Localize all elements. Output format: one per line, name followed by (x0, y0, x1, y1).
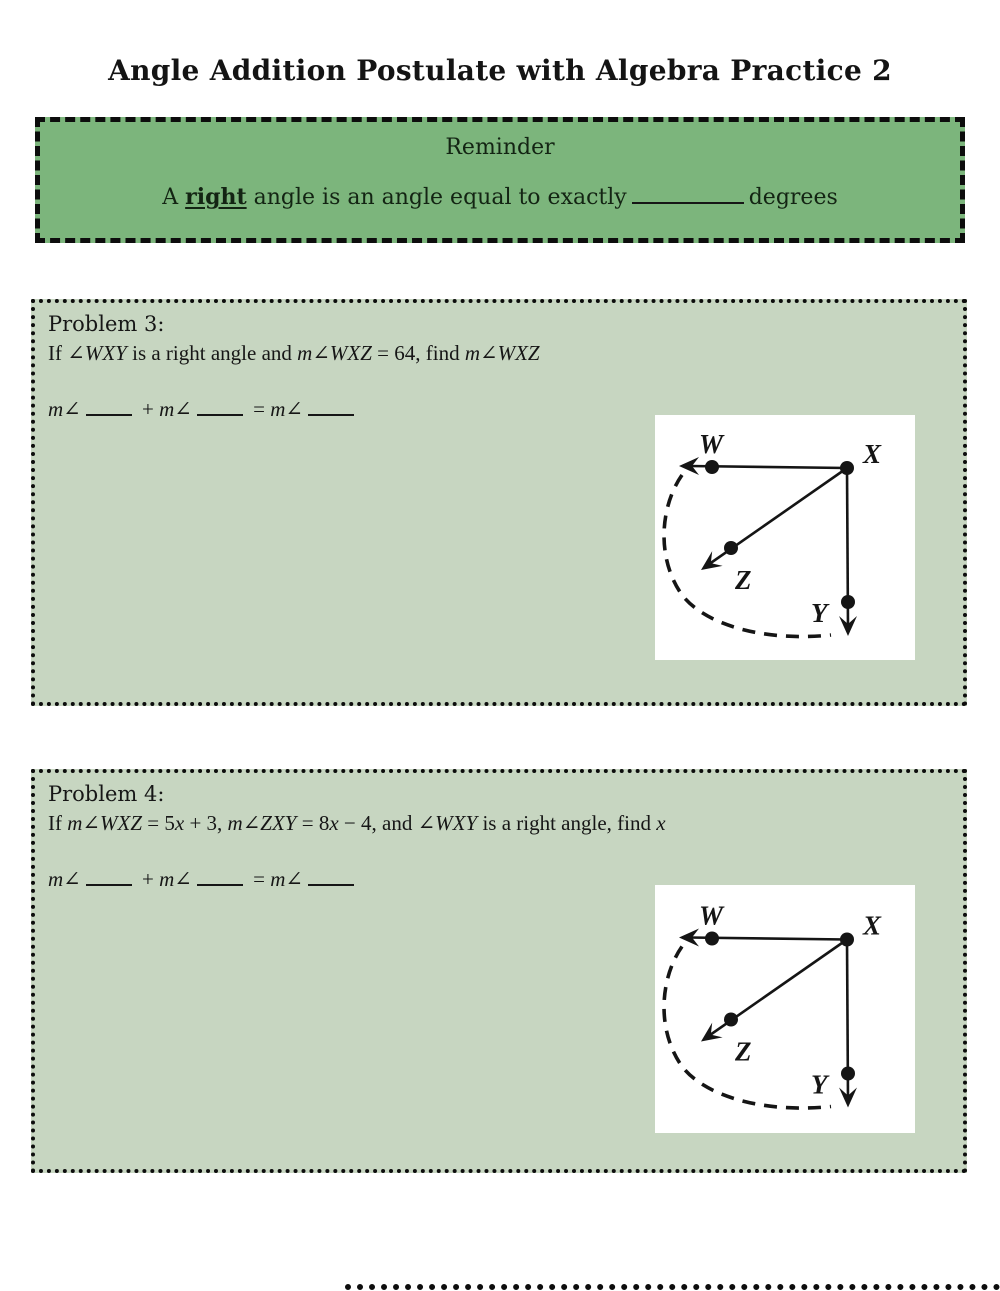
text-segment: = 5 (142, 811, 175, 835)
reflex-angle-dashed-arc (664, 947, 831, 1109)
text-segment: x (174, 811, 185, 835)
point-dot-w (705, 460, 719, 474)
reminder-sentence (40, 184, 960, 210)
answer-blank[interactable] (308, 399, 354, 416)
text-segment: ∠WXY (67, 341, 127, 365)
text-segment: m∠ (270, 867, 303, 891)
problem-3-diagram (655, 415, 915, 660)
point-label-x: X (863, 439, 882, 469)
angle-diagram-svg (655, 885, 915, 1133)
point-label-z: Z (735, 565, 752, 595)
problem-4-diagram (655, 885, 915, 1133)
point-dot-z (724, 1013, 738, 1027)
point-label-x: X (863, 910, 882, 941)
angle-diagram-svg (655, 415, 915, 660)
text-segment: x (656, 811, 666, 835)
text-segment: m∠WXZ (464, 341, 540, 365)
text-segment: is a right angle and (126, 341, 298, 365)
text-segment: m∠ (159, 867, 192, 891)
text-segment: m∠ (48, 867, 81, 891)
text-segment: + (136, 867, 160, 891)
point-dot-y (841, 1067, 855, 1081)
text-segment: If (48, 811, 68, 835)
reflex-angle-dashed-arc (664, 475, 831, 637)
problem-4-box (31, 769, 967, 1173)
problem-3-box (31, 299, 967, 706)
point-dot-x (840, 933, 854, 947)
point-label-w: W (699, 429, 724, 459)
text-segment: = (247, 867, 271, 891)
answer-blank[interactable] (86, 399, 132, 416)
answer-blank[interactable] (632, 187, 744, 204)
point-label-y: Y (811, 1069, 828, 1100)
point-dot-x (840, 461, 854, 475)
reminder-heading: Reminder (445, 135, 555, 160)
text-segment: − 4, and (338, 811, 418, 835)
reminder-box (35, 117, 965, 243)
text-segment: x (329, 811, 339, 835)
answer-blank[interactable] (197, 869, 243, 886)
point-dot-y (841, 595, 855, 609)
text-segment: degrees (748, 185, 838, 210)
text-segment: = (247, 397, 271, 421)
point-label-w: W (699, 900, 724, 931)
text-segment: ∠WXY (417, 811, 478, 835)
point-dot-w (705, 932, 719, 946)
text-segment: right (185, 184, 247, 210)
text-segment: If (48, 341, 68, 365)
text-segment: angle is an angle equal to exactly (246, 185, 627, 210)
text-segment: m∠WXZ (297, 341, 372, 365)
page-title: Angle Addition Postulate with Algebra Practice 2 (108, 54, 892, 87)
point-label-z: Z (735, 1036, 752, 1067)
point-label-y: Y (811, 598, 828, 628)
text-segment: m∠ (270, 397, 303, 421)
text-segment: m∠ (48, 397, 81, 421)
problem-3-statement (48, 341, 963, 366)
text-segment: A (162, 185, 186, 210)
problem-4-label: Problem 4: (48, 782, 165, 806)
answer-blank[interactable] (308, 869, 354, 886)
arrowhead-z-icon (701, 551, 723, 570)
text-segment: m∠ZXY (227, 811, 297, 835)
problem-3-label: Problem 3: (48, 312, 165, 336)
answer-blank[interactable] (86, 869, 132, 886)
text-segment: m∠ (159, 397, 192, 421)
answer-blank[interactable] (197, 399, 243, 416)
text-segment: + (136, 397, 160, 421)
text-segment: = 8 (296, 811, 330, 835)
text-segment: = 64, find (371, 341, 465, 365)
point-dot-z (724, 541, 738, 555)
text-segment: m∠WXZ (67, 811, 143, 835)
text-segment: + 3, (184, 811, 228, 835)
text-segment: is a right angle, find (477, 811, 657, 835)
next-box-cut-border (345, 1284, 1000, 1290)
problem-4-statement (48, 811, 963, 836)
arrowhead-z-icon (701, 1023, 723, 1042)
